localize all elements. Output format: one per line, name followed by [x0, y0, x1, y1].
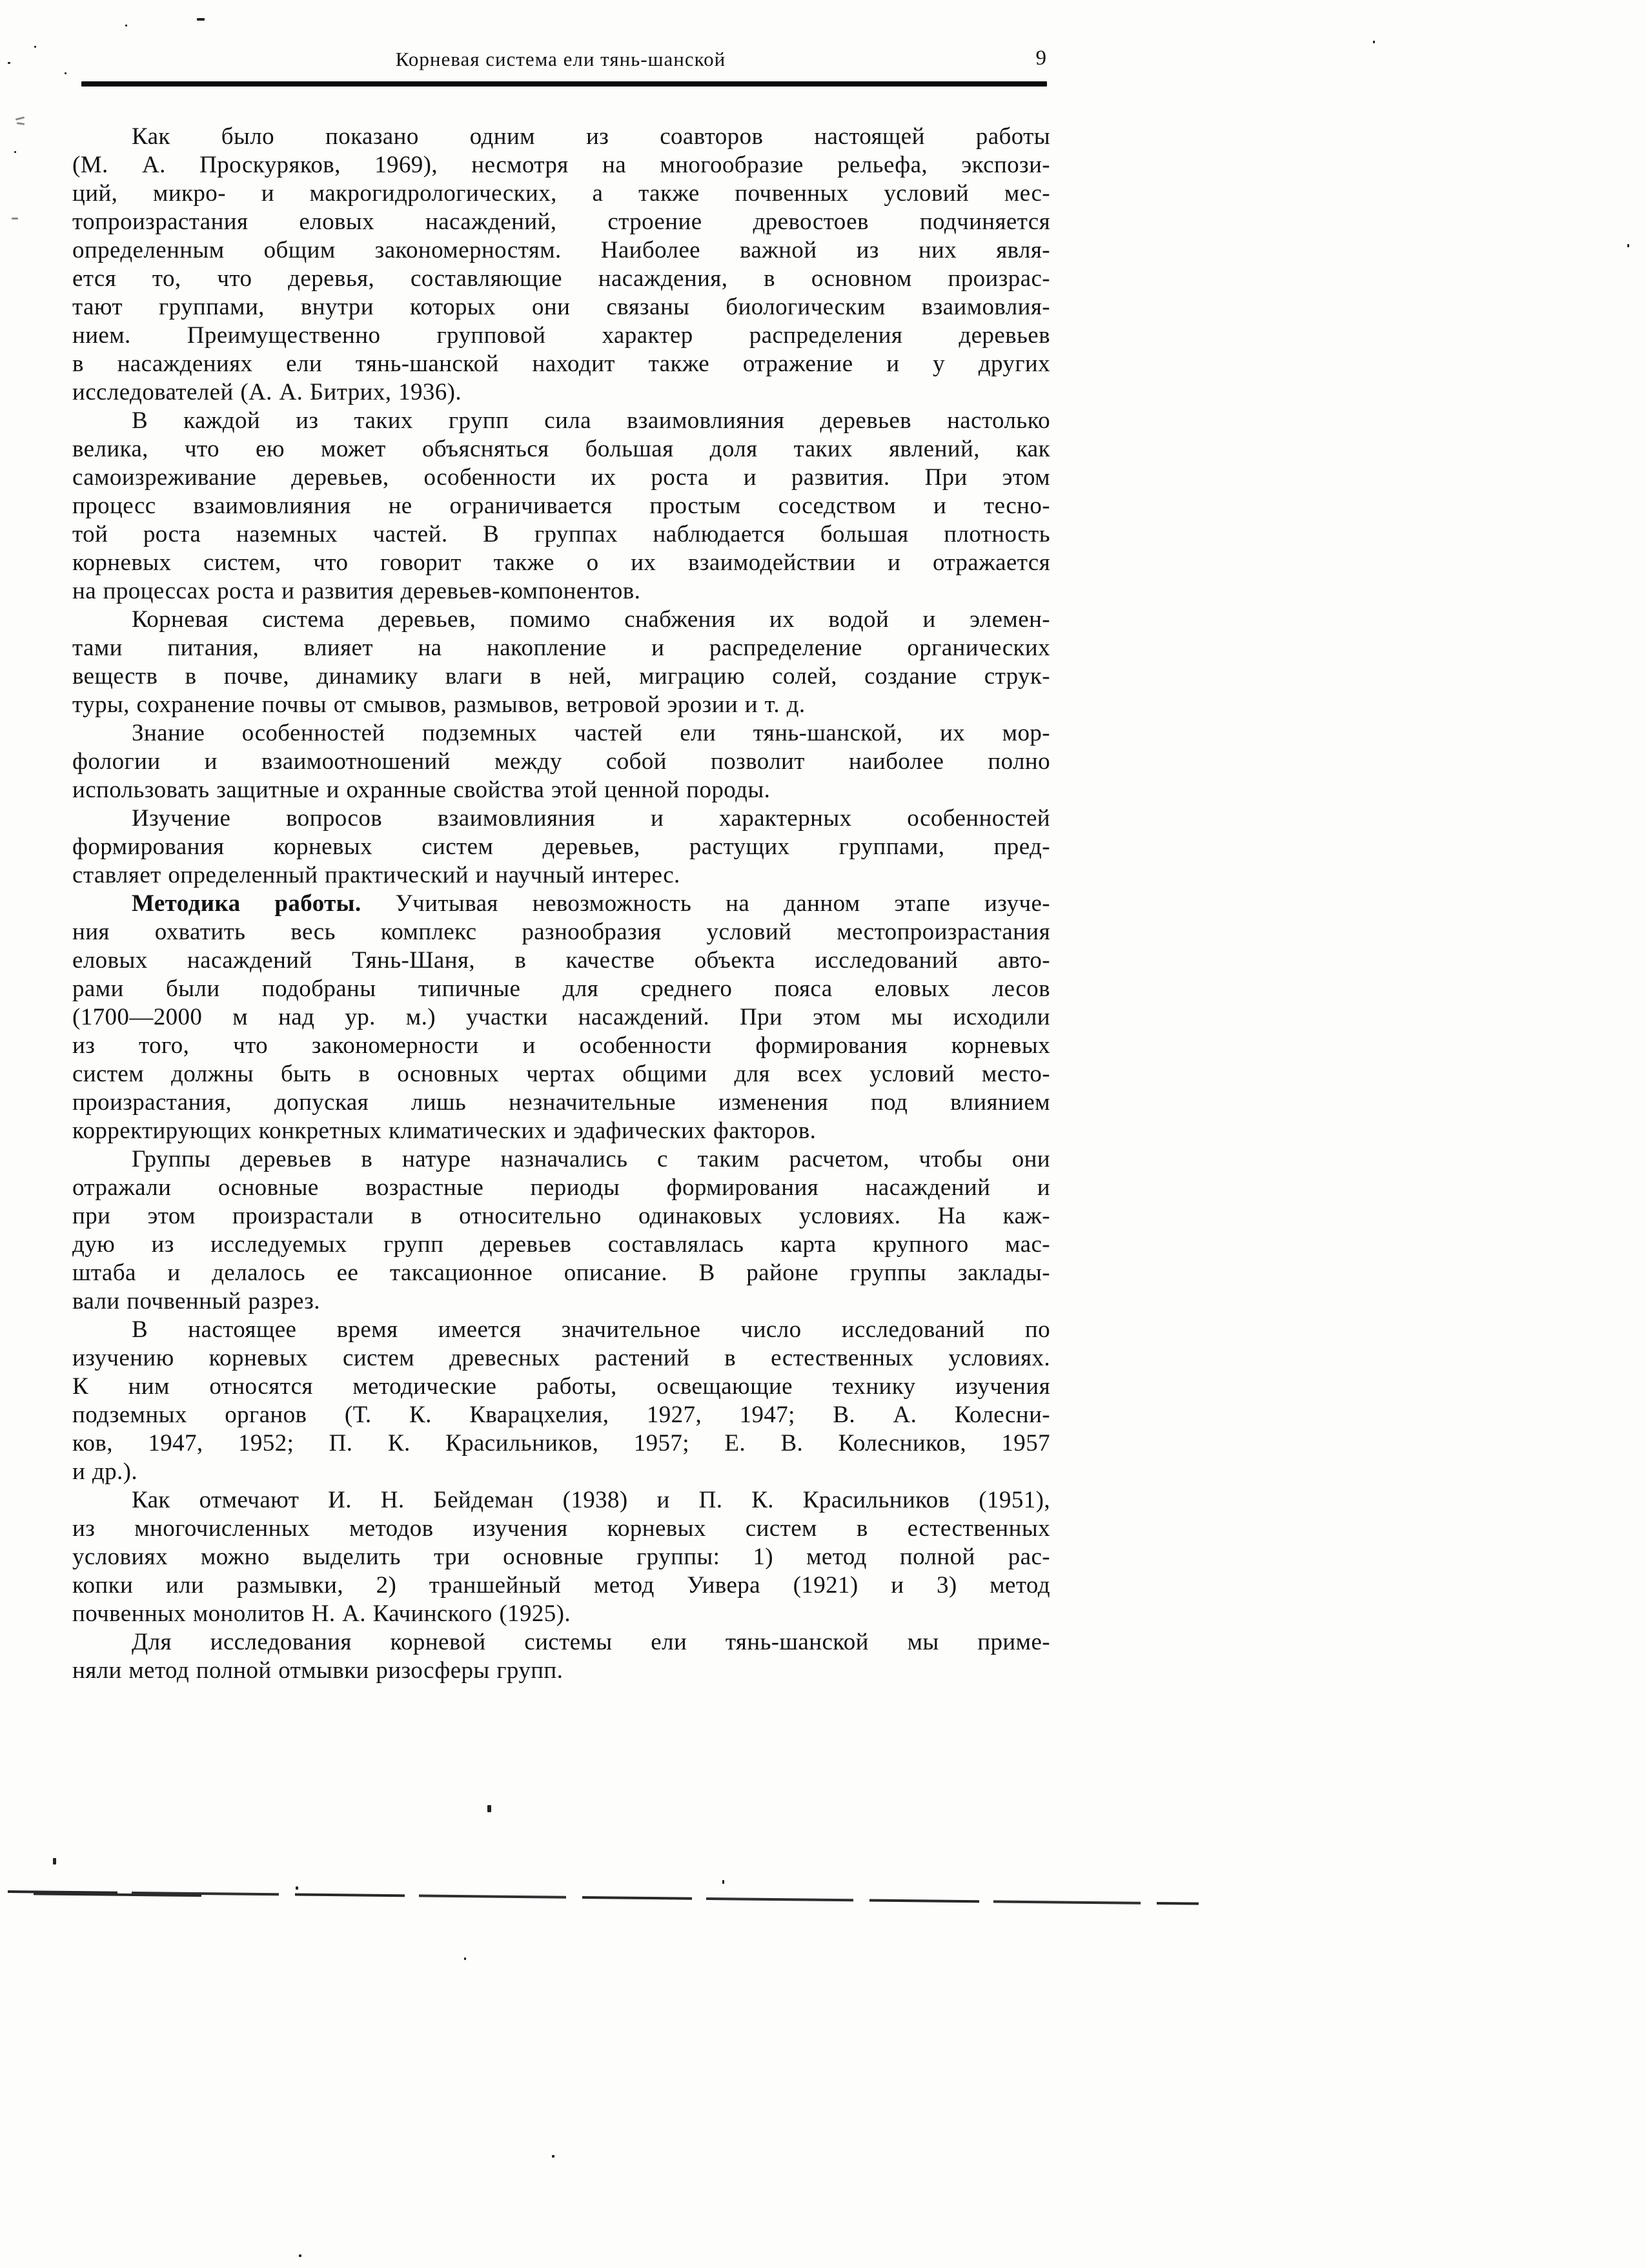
text-line: той роста наземных частей. В группах наблюдается большая плотность [72, 521, 1050, 547]
text-line: из того, что закономерности и особенности формирования корневых [72, 1032, 1050, 1059]
scan-speck [14, 151, 16, 153]
scan-artifact-line [8, 1890, 1199, 1905]
scan-speck [1373, 41, 1375, 43]
text-line: велика, что ею может объясняться большая доля таких явлений, как [72, 436, 1050, 462]
scan-speck [1627, 244, 1629, 247]
paragraph [72, 407, 1050, 606]
text-line: тают группами, внутри которых они связаны биологическим взаимовлия- [72, 294, 1050, 320]
text-line: дую из исследуемых групп деревьев составлялась карта крупного мас- [72, 1231, 1050, 1258]
scan-speck [552, 2155, 554, 2158]
scan-speck [487, 1805, 491, 1812]
text-line: штаба и делалось ее таксационное описание. В районе группы заклады- [72, 1260, 1050, 1286]
text-line: использовать защитные и охранные свойства этой ценной породы. [72, 777, 771, 803]
text-line: Для исследования корневой системы ели тянь-шанской мы приме- [132, 1629, 1050, 1655]
pencil-mark [15, 116, 25, 120]
paragraph [72, 606, 1050, 719]
page-title: Корневая система ели тянь-шанской [395, 48, 726, 70]
text-line: Как отмечают И. Н. Бейдеман (1938) и П. К. Красильников (1951), [132, 1487, 1050, 1513]
text-line: формирования корневых систем деревьев, растущих группами, пред- [72, 833, 1050, 860]
paragraph [72, 804, 1050, 890]
text-line: ков, 1947, 1952; П. К. Красильников, 1957; Е. В. Колесников, 1957 [72, 1430, 1050, 1456]
scan-speck [299, 2254, 301, 2257]
text-line: В каждой из таких групп сила взаимовлияния деревьев настолько [132, 407, 1050, 434]
paragraph [72, 123, 1050, 407]
text-line: подземных органов (Т. К. Кварацхелия, 1927, 1947; В. А. Колесни- [72, 1402, 1050, 1428]
text-line: тами питания, влияет на накопление и распределение органических [72, 635, 1050, 661]
text-line: определенным общим закономерностям. Наиболее важной из них явля- [72, 237, 1050, 263]
scan-speck [34, 46, 36, 48]
text-line: В настоящее время имеется значительное число исследований по [132, 1316, 1050, 1343]
text-line: самоизреживание деревьев, особенности их роста и развития. При этом [72, 464, 1050, 491]
text-line: Как было показано одним из соавторов настоящей работы [132, 123, 1050, 150]
text-line: исследователей (А. А. Битрих, 1936). [72, 379, 462, 405]
text-line: ставляет определенный практический и научный интерес. [72, 862, 680, 888]
text-line: копки или размывки, 2) траншейный метод Уивера (1921) и 3) метод [72, 1572, 1050, 1599]
text-line: фологии и взаимоотношений между собой позволит наиболее полно [72, 748, 1050, 775]
text-line: няли метод полной отмывки ризосферы групп. [72, 1657, 564, 1684]
scan-speck [8, 62, 10, 64]
page-number: 9 [1035, 46, 1046, 70]
text-line: при этом произрастали в относительно одинаковых условиях. На каж- [72, 1203, 1050, 1229]
text-line: условиях можно выделить три основные группы: 1) метод полной рас- [72, 1544, 1050, 1570]
paragraph [72, 890, 1050, 1145]
scan-speck [65, 72, 66, 74]
scan-speck [12, 218, 18, 220]
paragraph [72, 1486, 1050, 1628]
text-line: Методика работы. Учитывая невозможность на данном этапе изуче- [132, 890, 1050, 917]
scan-speck [197, 18, 205, 21]
text-line: систем должны быть в основных чертах общими для всех условий место- [72, 1061, 1050, 1087]
text-line: корректирующих конкретных климатических и эдафических факторов. [72, 1118, 817, 1144]
text-line: на процессах роста и развития деревьев-компонентов. [72, 578, 641, 604]
text-line: туры, сохранение почвы от смывов, размывов, ветровой эрозии и т. д. [72, 691, 806, 718]
paragraph [72, 1628, 1050, 1685]
text-line: отражали основные возрастные периоды формирования насаждений и [72, 1174, 1050, 1201]
pencil-mark [17, 122, 25, 125]
paragraph [72, 719, 1050, 804]
text-line: Группы деревьев в натуре назначались с таким расчетом, чтобы они [132, 1146, 1050, 1172]
text-line: рами были подобраны типичные для среднего пояса еловых лесов [72, 976, 1050, 1002]
text-line: из многочисленных методов изучения корневых систем в естественных [72, 1515, 1050, 1542]
text-line: (1700—2000 м над ур. м.) участки насаждений. При этом мы исходили [72, 1004, 1050, 1030]
text-line: еловых насаждений Тянь-Шаня, в качестве объекта исследований авто- [72, 947, 1050, 974]
text-line: ется то, что деревья, составляющие насаждения, в основном произрас- [72, 265, 1050, 292]
paragraph [72, 1316, 1050, 1486]
text-line: ций, микро- и макрогидрологических, а также почвенных условий мес- [72, 180, 1050, 207]
text-line: ния охватить весь комплекс разнообразия условий местопроизрастания [72, 919, 1050, 945]
text-line: в насаждениях ели тянь-шанской находит также отражение и у других [72, 351, 1050, 377]
text-line: вали почвенный разрез. [72, 1288, 320, 1314]
text-line: произрастания, допуская лишь незначительные изменения под влиянием [72, 1089, 1050, 1116]
text-line: топроизрастания еловых насаждений, строение древостоев подчиняется [72, 209, 1050, 235]
scan-speck [53, 1858, 56, 1864]
text-line: и др.). [72, 1458, 137, 1485]
text-line: почвенных монолитов Н. А. Качинского (1925). [72, 1600, 571, 1627]
text-line: корневых систем, что говорит также о их взаимодействии и отражается [72, 549, 1050, 576]
text-line: изучению корневых систем древесных растений в естественных условиях. [72, 1345, 1050, 1371]
header-rule [81, 81, 1047, 87]
scan-speck [296, 1886, 298, 1890]
text-block [72, 123, 1050, 1685]
text-line: процесс взаимовлияния не ограничивается простым соседством и тесно- [72, 493, 1050, 519]
text-line: нием. Преимущественно групповой характер распределения деревьев [72, 322, 1050, 349]
scan-speck [722, 1880, 724, 1884]
text-line: Знание особенностей подземных частей ели тянь-шанской, их мор- [132, 720, 1050, 746]
text-line: (М. А. Проскуряков, 1969), несмотря на многообразие рельефа, экспози- [72, 152, 1050, 178]
text-line: К ним относятся методические работы, освещающие технику изучения [72, 1373, 1050, 1400]
paragraph [72, 1145, 1050, 1316]
text-line: Корневая система деревьев, помимо снабжения их водой и элемен- [132, 606, 1050, 633]
text-line: Изучение вопросов взаимовлияния и характерных особенностей [132, 805, 1050, 832]
text-line: веществ в почве, динамику влаги в ней, миграцию солей, создание струк- [72, 663, 1050, 690]
scan-speck [464, 1957, 466, 1960]
running-head [72, 48, 1049, 76]
scan-speck [125, 25, 127, 26]
